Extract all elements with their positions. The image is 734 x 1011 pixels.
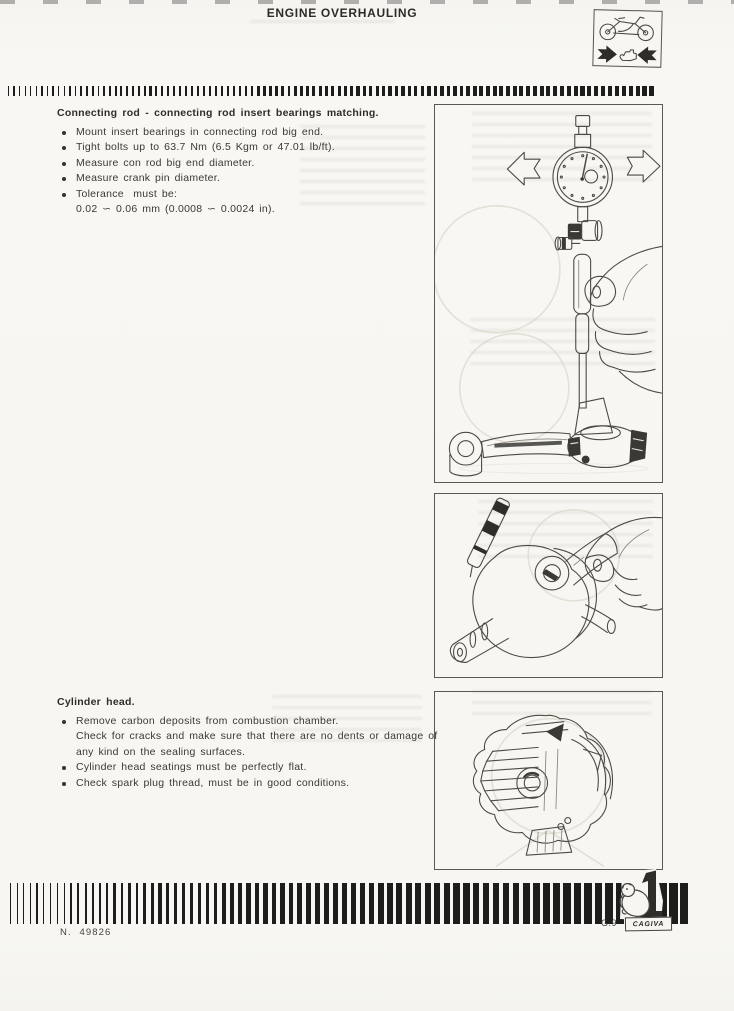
section-heading: Cylinder head. <box>57 696 135 708</box>
bullet-icon <box>62 146 66 150</box>
figure-cylinder-head <box>434 691 663 870</box>
page-title: ENGINE OVERHAULING <box>266 6 418 20</box>
bullet-icon <box>62 162 66 166</box>
bullet-item: Cylinder head seatings must be perfectly flat. <box>57 760 442 776</box>
bullet-item: Check spark plug thread, must be in good conditions. <box>57 776 442 792</box>
bullet-item: Measure crank pin diameter. <box>57 171 442 187</box>
section-cylinder-head <box>57 695 442 791</box>
figure-dial-gauge-connecting-rod <box>434 104 663 483</box>
bullet-icon <box>62 177 66 181</box>
bullet-icon <box>62 766 66 770</box>
scan-edge-artifact <box>0 0 734 4</box>
bullet-icon <box>62 782 66 786</box>
bullet-list <box>57 714 442 792</box>
section-heading: Connecting rod - connecting rod insert bearings matching. <box>57 107 379 119</box>
bullet-icon <box>62 720 66 724</box>
barcode-stripe-top <box>8 86 658 96</box>
bullet-item: Tight bolts up to 63.7 Nm (6.5 Kgm or 47.01 lb/ft). <box>57 140 442 156</box>
document-number: N. 49826 <box>60 927 112 938</box>
bullet-list <box>57 125 442 218</box>
section-connecting-rod <box>57 106 442 218</box>
bullet-item: Remove carbon deposits from combustion chamber. Check for cracks and make sure that there are no dents or damage of any kind on the sealing surfaces. <box>57 714 442 761</box>
engine-section-icon <box>592 9 662 68</box>
motorcycle-engine-icon <box>593 10 661 67</box>
bullet-item: Measure con rod big end diameter. <box>57 156 442 172</box>
barcode-stripe-bottom <box>10 883 688 924</box>
bleed-through-smudge <box>250 20 395 31</box>
bullet-icon <box>62 193 66 197</box>
cagiva-wordmark: CAGIVA <box>625 917 672 932</box>
bullet-icon <box>62 131 66 135</box>
bullet-item: Tolerance must be: 0.02 ∽ 0.06 mm (0.0008 ∽ 0.0024 in). <box>57 187 442 218</box>
bullet-item: Mount insert bearings in connecting rod big end. <box>57 125 442 141</box>
page-reference: G.9 <box>601 918 618 928</box>
figure-crankshaft-check <box>434 493 663 678</box>
